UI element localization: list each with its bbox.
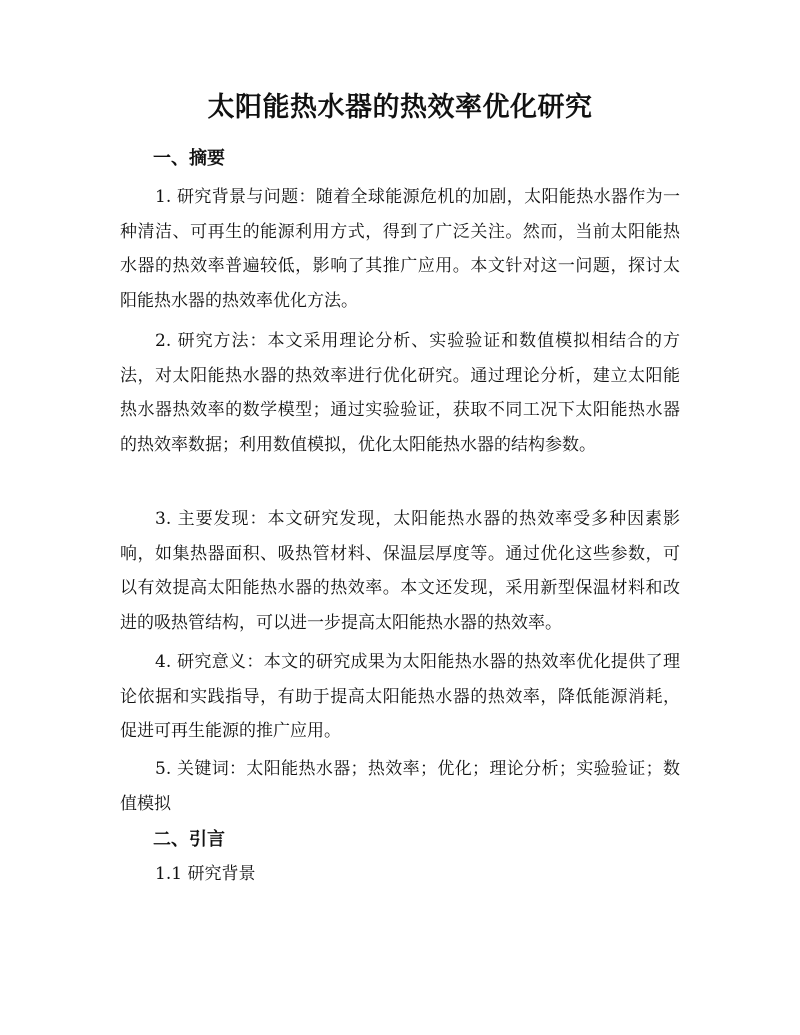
abstract-paragraph-5-keywords: 5. 关键词：太阳能热水器；热效率；优化；理论分析；实验验证；数值模拟 xyxy=(120,759,680,814)
abstract-paragraph-4: 4. 研究意义：本文的研究成果为太阳能热水器的热效率优化提供了理论依据和实践指导，有助于提高太阳能热水器的热效率，降低能源消耗，促进可再生能源的推广应用。 xyxy=(120,652,680,741)
document-title: 太阳能热水器的热效率优化研究 xyxy=(207,92,593,123)
section-heading-introduction: 二、引言 xyxy=(153,829,225,850)
subsection-heading-research-background: 1.1 研究背景 xyxy=(155,864,256,884)
section-heading-abstract: 一、摘要 xyxy=(153,148,225,169)
abstract-paragraph-3: 3. 主要发现：本文研究发现，太阳能热水器的热效率受多种因素影响，如集热器面积、吸热管材料、保温层厚度等。通过优化这些参数，可以有效提高太阳能热水器的热效率。本文还发现，采用新型保温材料和改进的吸热管结构，可以进一步提高太阳能热水器的热效率。 xyxy=(120,509,680,633)
abstract-paragraph-2: 2. 研究方法：本文采用理论分析、实验验证和数值模拟相结合的方法，对太阳能热水器的热效率进行优化研究。通过理论分析，建立太阳能热水器热效率的数学模型；通过实验验证，获取不同工况下太阳能热水器的热效率数据；利用数值模拟，优化太阳能热水器的结构参数。 xyxy=(120,331,680,455)
abstract-paragraph-1: 1. 研究背景与问题：随着全球能源危机的加剧，太阳能热水器作为一种清洁、可再生的能源利用方式，得到了广泛关注。然而，当前太阳能热水器的热效率普遍较低，影响了其推广应用。本文针对这一问题，探讨太阳能热水器的热效率优化方法。 xyxy=(120,187,680,311)
